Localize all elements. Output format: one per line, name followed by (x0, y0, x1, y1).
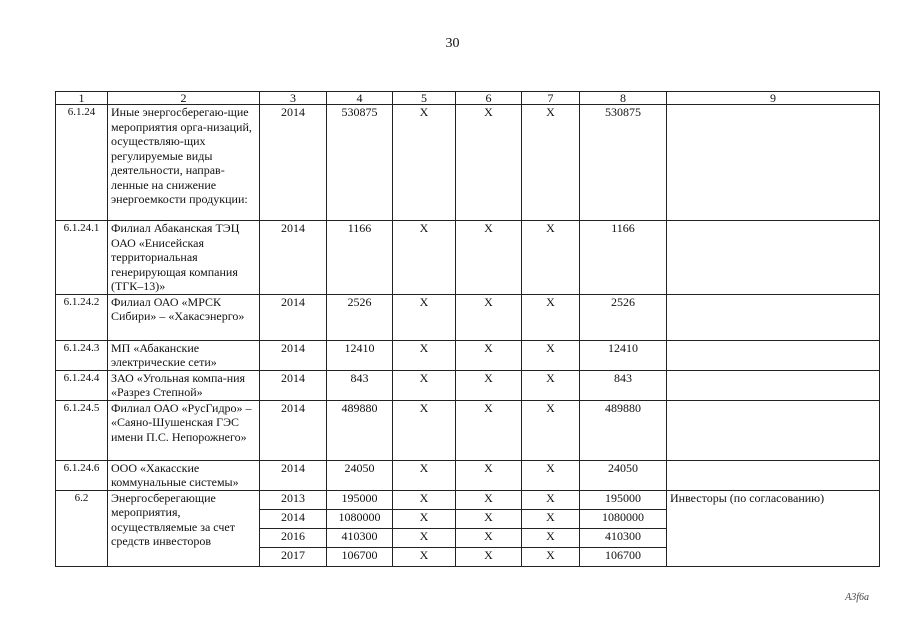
row-col5: X (393, 460, 456, 490)
row-note (667, 105, 880, 221)
row-col7: X (522, 547, 580, 566)
row-id: 6.1.24.3 (56, 340, 108, 370)
row-name: Филиал Абаканская ТЭЦ ОАО «Енисейская территориальная генерирующая компания (ТГК–13)» (108, 221, 260, 295)
row-col6: X (456, 490, 522, 509)
row-col5: X (393, 509, 456, 528)
row-col7: X (522, 221, 580, 295)
row-total: 12410 (327, 340, 393, 370)
row-year: 2014 (260, 105, 327, 221)
row-year: 2014 (260, 370, 327, 400)
row-col8: 12410 (580, 340, 667, 370)
row-name: Иные энергосберегаю-щие мероприятия орга-низаций, осуществляю-щих регулируемые виды деятельности, направ-ленные на снижение энергоемкости продукции: (108, 105, 260, 221)
row-col5: X (393, 400, 456, 460)
table-row (56, 490, 880, 509)
column-number: 9 (667, 92, 880, 105)
row-col8: 195000 (580, 490, 667, 509)
row-col6: X (456, 105, 522, 221)
table-row (56, 460, 880, 490)
row-col7: X (522, 490, 580, 509)
row-year: 2014 (260, 221, 327, 295)
row-name: Филиал ОАО «МРСК Сибири» – «Хакасэнерго» (108, 294, 260, 340)
row-col7: X (522, 400, 580, 460)
column-number: 1 (56, 92, 108, 105)
column-number: 7 (522, 92, 580, 105)
row-total: 106700 (327, 547, 393, 566)
row-id: 6.1.24.5 (56, 400, 108, 460)
row-col5: X (393, 490, 456, 509)
row-col6: X (456, 460, 522, 490)
row-note: Инвесторы (по согласованию) (667, 490, 880, 566)
row-col8: 489880 (580, 400, 667, 460)
row-col8: 843 (580, 370, 667, 400)
row-col5: X (393, 105, 456, 221)
row-col8: 106700 (580, 547, 667, 566)
row-id: 6.1.24.4 (56, 370, 108, 400)
row-col6: X (456, 294, 522, 340)
row-total: 489880 (327, 400, 393, 460)
row-year: 2014 (260, 509, 327, 528)
corner-mark: A3f6a (845, 592, 869, 603)
row-total: 2526 (327, 294, 393, 340)
row-year: 2013 (260, 490, 327, 509)
row-year: 2014 (260, 460, 327, 490)
row-col8: 1166 (580, 221, 667, 295)
row-col7: X (522, 340, 580, 370)
table-row (56, 340, 880, 370)
column-number-row (56, 92, 880, 105)
row-col6: X (456, 528, 522, 547)
column-number: 6 (456, 92, 522, 105)
row-col7: X (522, 509, 580, 528)
row-total: 24050 (327, 460, 393, 490)
row-col6: X (456, 370, 522, 400)
column-number: 8 (580, 92, 667, 105)
row-total: 530875 (327, 105, 393, 221)
row-col5: X (393, 294, 456, 340)
row-col8: 24050 (580, 460, 667, 490)
row-note (667, 460, 880, 490)
table-row (56, 221, 880, 295)
row-col5: X (393, 340, 456, 370)
row-note (667, 221, 880, 295)
row-year: 2014 (260, 294, 327, 340)
row-total: 410300 (327, 528, 393, 547)
row-col6: X (456, 400, 522, 460)
row-note (667, 294, 880, 340)
row-col6: X (456, 547, 522, 566)
row-col7: X (522, 105, 580, 221)
row-name: Энергосберегающие мероприятия, осуществляемые за счет средств инвесторов (108, 490, 260, 566)
row-total: 1166 (327, 221, 393, 295)
row-col6: X (456, 221, 522, 295)
row-id: 6.1.24.1 (56, 221, 108, 295)
row-col8: 1080000 (580, 509, 667, 528)
table-row (56, 400, 880, 460)
row-note (667, 400, 880, 460)
row-col8: 2526 (580, 294, 667, 340)
row-col5: X (393, 547, 456, 566)
row-col5: X (393, 528, 456, 547)
row-col6: X (456, 340, 522, 370)
row-name: Филиал ОАО «РусГидро» – «Саяно-Шушенская ГЭС имени П.С. Непорожнего» (108, 400, 260, 460)
row-id: 6.2 (56, 490, 108, 566)
row-year: 2014 (260, 400, 327, 460)
column-number: 2 (108, 92, 260, 105)
row-year: 2016 (260, 528, 327, 547)
row-total: 195000 (327, 490, 393, 509)
column-number: 3 (260, 92, 327, 105)
row-col5: X (393, 221, 456, 295)
row-col6: X (456, 509, 522, 528)
table-row (56, 105, 880, 221)
row-name: ООО «Хакасские коммунальные системы» (108, 460, 260, 490)
program-table (55, 91, 880, 567)
column-number: 5 (393, 92, 456, 105)
table-row (56, 370, 880, 400)
row-col7: X (522, 528, 580, 547)
row-name: МП «Абаканские электрические сети» (108, 340, 260, 370)
row-total: 843 (327, 370, 393, 400)
row-col8: 530875 (580, 105, 667, 221)
row-total: 1080000 (327, 509, 393, 528)
table-row (56, 294, 880, 340)
row-name: ЗАО «Угольная компа-ния «Разрез Степной» (108, 370, 260, 400)
row-year: 2017 (260, 547, 327, 566)
page-number: 30 (445, 36, 460, 51)
row-note (667, 370, 880, 400)
row-col5: X (393, 370, 456, 400)
row-year: 2014 (260, 340, 327, 370)
row-col8: 410300 (580, 528, 667, 547)
column-number: 4 (327, 92, 393, 105)
row-col7: X (522, 370, 580, 400)
row-id: 6.1.24.2 (56, 294, 108, 340)
row-note (667, 340, 880, 370)
row-id: 6.1.24 (56, 105, 108, 221)
row-col7: X (522, 460, 580, 490)
row-id: 6.1.24.6 (56, 460, 108, 490)
row-col7: X (522, 294, 580, 340)
